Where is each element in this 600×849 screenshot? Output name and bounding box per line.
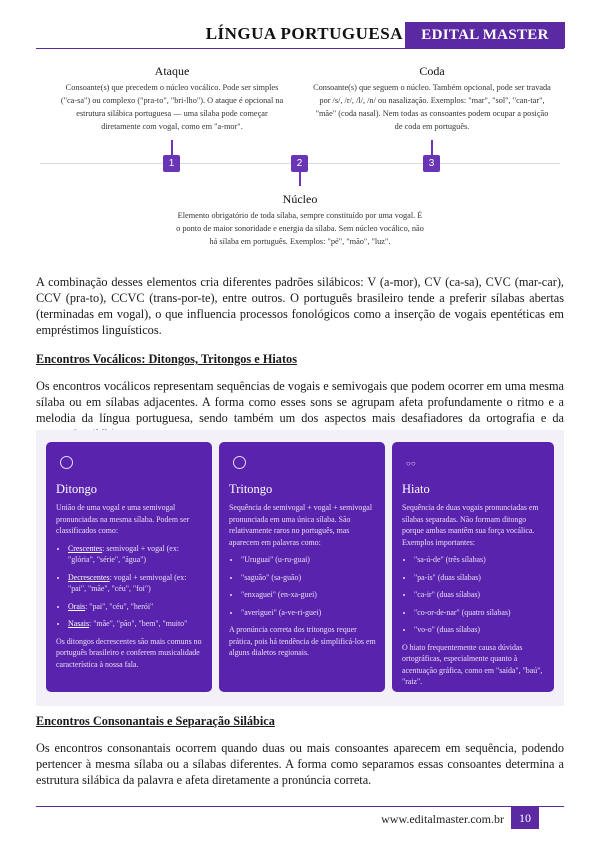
timeline-stem-1: [171, 140, 173, 156]
attack-text: Consoante(s) que precedem o núcleo vocálico. Pode ser simples ("ca-sa") ou complexo ("pra-to", "bri-lho"). O ataque é opcional na estrutura silábica portuguesa — uma sílaba pode começar diretamente com vogal, como em "a-mor".: [60, 83, 284, 131]
list-term: Decrescentes: [68, 572, 110, 582]
timeline-step-2: 2: [291, 155, 308, 172]
list-term: Orais: [68, 601, 86, 611]
timeline-stem-2: [299, 172, 301, 186]
nucleus-title: Núcleo: [282, 192, 318, 206]
attack-title: Ataque: [154, 64, 190, 78]
list-item: • "enxaguei" (en-xa-guei): [241, 589, 377, 601]
card-intro: Sequência de semivogal + vogal + semivogal pronunciada em uma única sílaba. São relativamente raros no português, mas aparecem em palavras como:: [229, 503, 373, 547]
attack-block: [58, 65, 286, 133]
card-hiato: [392, 442, 554, 692]
split-circles-icon: ○○: [406, 459, 416, 468]
list-item: • Crescentes: semivogal + vogal (ex: "glória", "série", "água"): [68, 543, 204, 566]
circle-icon: [60, 456, 73, 469]
card-intro: União de uma vogal e uma semivogal pronunciadas na mesma sílaba. Podem ser classificados como:: [56, 503, 190, 535]
card-tritongo: [219, 442, 385, 692]
footer-url[interactable]: www.editalmaster.com.br: [381, 812, 504, 826]
list-item: • "averiguei" (a-ve-ri-guei): [241, 607, 377, 619]
list-item: • "co-or-de-nar" (quatro sílabas): [414, 607, 546, 619]
list-item: • "ca-ir" (duas sílabas): [414, 589, 546, 601]
card-list: [229, 554, 377, 618]
card-title: Ditongo: [56, 482, 97, 496]
consonant-intro-paragraph: Os encontros consonantais ocorrem quando duas ou mais consoantes aparecem em sequência, podendo pertencer à mesma sílaba ou a sílabas diferentes. A forma como separamos essas consoantes determina a estrutura silábica da palavra e afeta diretamente a pronúncia correta.: [36, 741, 564, 787]
coda-block: [312, 65, 552, 133]
header-subject: LÍNGUA PORTUGUESA: [205, 24, 403, 43]
list-item: • "saguão" (sa-guão): [241, 572, 377, 584]
list-term: Nasais: [68, 619, 90, 628]
card-body: [56, 502, 204, 670]
card-title: Hiato: [402, 482, 430, 496]
card-ditongo: [46, 442, 212, 692]
list-item: • "pa-ís" (duas sílabas): [414, 572, 546, 584]
coda-text: Consoante(s) que seguem o núcleo. Também opcional, pode ser travada por /s/, /r/, /l/, /n/ ou nasalização. Exemplos: "mar", "sol", "can-tar", "mãe" (coda nasal). Nem todas as consoantes podem ocupar a posição de coda em português.: [313, 83, 551, 131]
timeline-step-1: 1: [163, 155, 180, 172]
card-list: [56, 543, 204, 630]
timeline-step-3: 3: [423, 155, 440, 172]
list-term: Crescentes: [68, 543, 103, 553]
coda-title: Coda: [419, 64, 445, 78]
nucleus-block: [175, 193, 425, 248]
header-divider: [36, 48, 564, 49]
combination-paragraph: A combinação desses elementos cria diferentes padrões silábicos: V (a-mor), CV (ca-sa), CVC (mar-car), CCV (pra-to), CCVC (trans-por-te), entre outros. O português brasileiro tende a preferir sílabas abertas (terminadas em vogal), o que influencia processos fonológicos como a inserção de vogais epentéticas em empréstimos linguísticos.: [36, 275, 564, 337]
list-item: • "Uruguai" (u-ru-guai): [241, 554, 377, 566]
header-brand: EDITAL MASTER: [405, 22, 565, 48]
list-item: • "sa-ú-de" (três sílabas): [414, 554, 546, 566]
list-item: • Nasais: "mãe", "pão", "bem", "muito": [68, 618, 204, 630]
nucleus-text: Elemento obrigatório de toda sílaba, sempre constituído por uma vogal. É o ponto de maior sonoridade e energia da sílaba. Sem núcleo vocálico, não há sílaba em português. Exemplos: "pé", "mão", "luz".: [176, 211, 424, 246]
vowel-cards: [36, 430, 564, 706]
page-number: 10: [511, 807, 539, 829]
card-body: [402, 502, 546, 688]
vowel-intro-paragraph: Os encontros vocálicos representam sequências de vogais e semivogais que podem ocorrer em uma mesma sílaba ou em sílabas adjacentes. A forma como esses sons se agrupam afeta profundamente o ritmo e a melodia da língua portuguesa, sendo também um dos aspectos mais desafiadores da ortografia e da: [36, 379, 564, 425]
footer-divider: [36, 806, 564, 807]
card-list: [402, 554, 546, 636]
card-intro: Sequência de duas vogais pronunciadas em sílabas separadas. Não formam ditongo porque ambas mantêm sua força vocálica. Exemplos importantes:: [402, 503, 539, 547]
card-title: Tritongo: [229, 482, 273, 496]
list-item: • "vo-o" (duas sílabas): [414, 624, 546, 636]
page-header: [0, 22, 600, 48]
list-item: • Orais: "pai", "céu", "herói": [68, 601, 204, 613]
card-body: [229, 502, 377, 659]
circle-icon: [233, 456, 246, 469]
consonant-section-title: Encontros Consonantais e Separação Silábica: [36, 714, 275, 728]
card-outro: Os ditongos decrescentes são mais comuns no português brasileiro e conferem musicalidade característica à nossa fala.: [56, 636, 202, 669]
card-outro: A pronúncia correta dos tritongos requer prática, pois há tendência de simplificá-los em alguns dialetos regionais.: [229, 625, 376, 657]
list-item: • Decrescentes: vogal + semivogal (ex: "pai", "mãe", "céu", "foi"): [68, 572, 204, 595]
timeline-stem-3: [431, 140, 433, 156]
vowel-section-title: Encontros Vocálicos: Ditongos, Tritongos e Hiatos: [36, 352, 297, 366]
card-outro: O hiato frequentemente causa dúvidas ortográficas, especialmente quanto à acentuação gráfica, como em "saída", "baú", "raiz".: [402, 642, 543, 686]
